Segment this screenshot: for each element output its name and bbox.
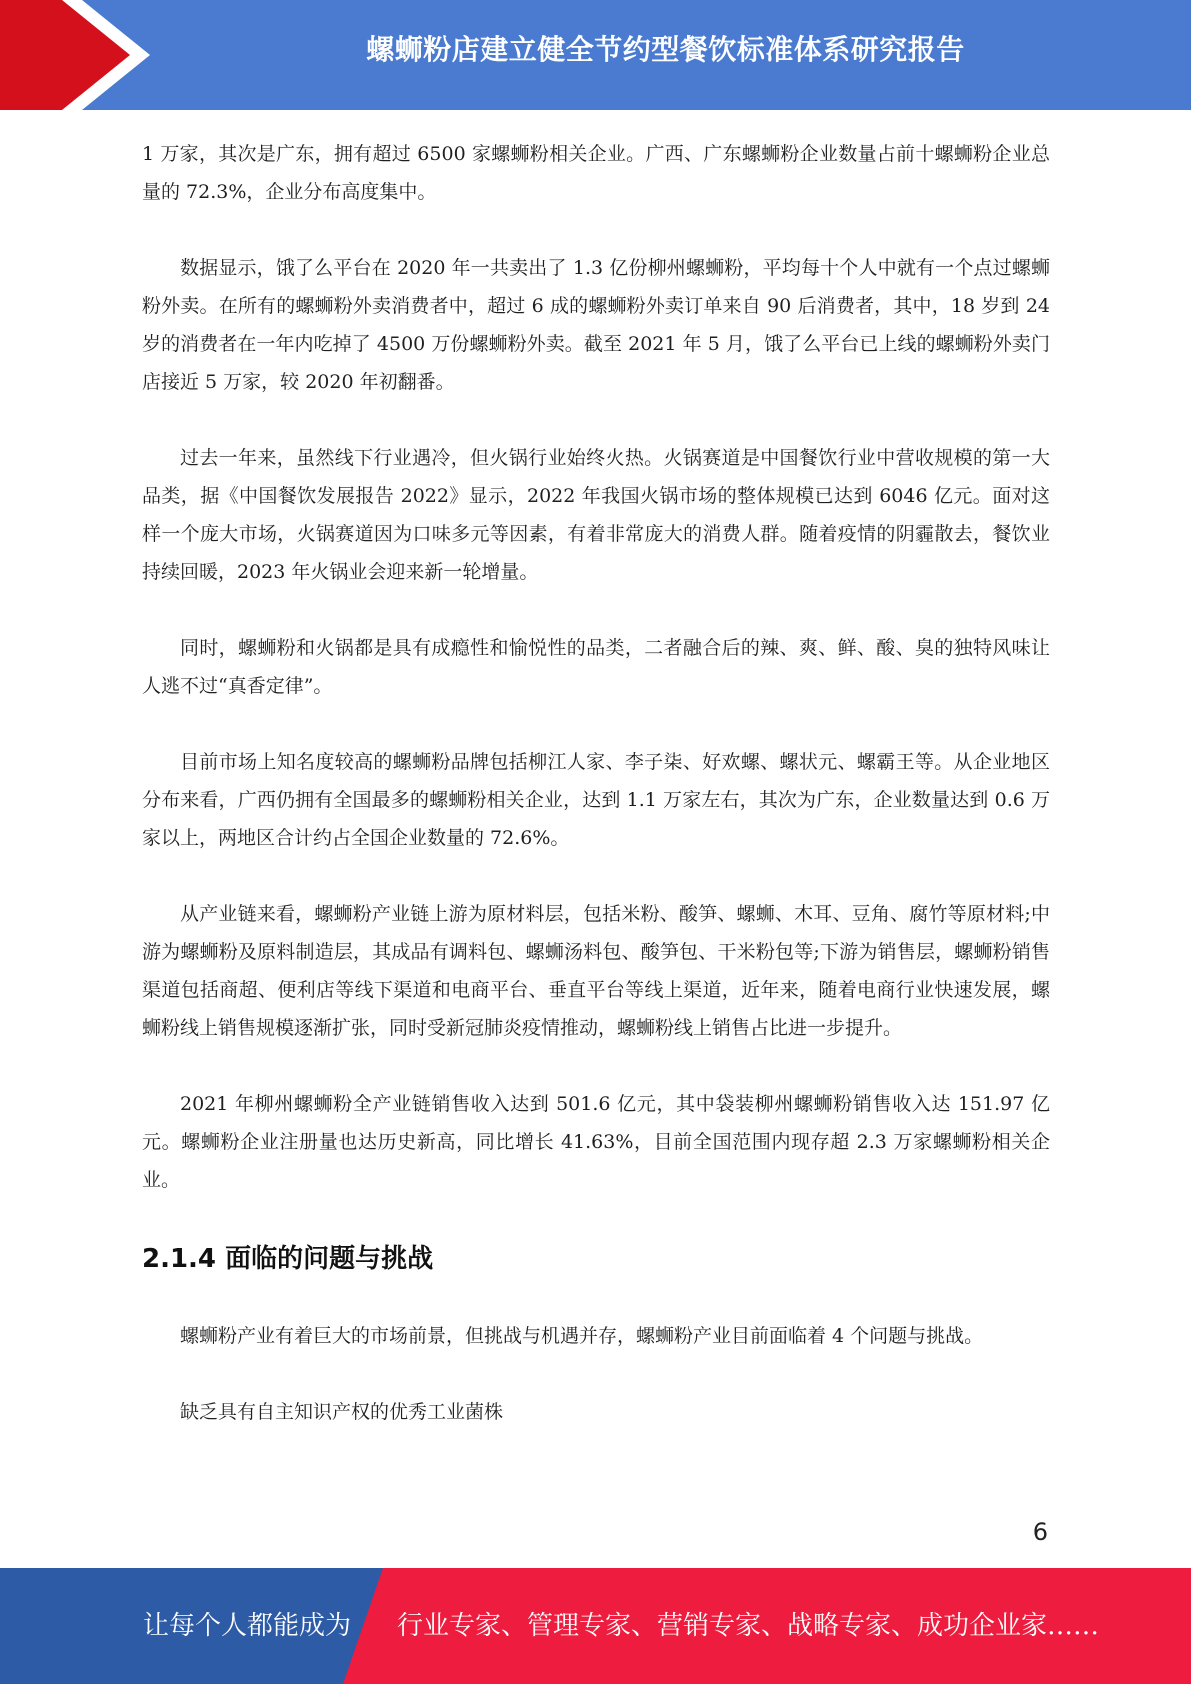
header-arrow-decoration bbox=[0, 0, 150, 110]
paragraph: 过去一年来，虽然线下行业遇冷，但火锅行业始终火热。火锅赛道是中国餐饮行业中营收规模的第一大品类，据《中国餐饮发展报告 2022》显示，2022 年我国火锅市场的整体规模已达到 6046 亿元。面对这样一个庞大市场，火锅赛道因为口味多元等因素，有着非常庞大的消费人群。随着疫情的阴霾散去，餐饮业持续回暖，2023 年火锅业会迎来新一轮增量。 bbox=[142, 447, 1050, 583]
main-content bbox=[142, 135, 1050, 1469]
page-number: 6 bbox=[1032, 1518, 1048, 1546]
paragraph: 2021 年柳州螺蛳粉全产业链销售收入达到 501.6 亿元，其中袋装柳州螺蛳粉销售收入达 151.97 亿元。螺蛳粉企业注册量也达历史新高，同比增长 41.63%，目前全国范围内现存超 2.3 万家螺蛳粉相关企业。 bbox=[142, 1093, 1050, 1191]
footer-slogan-right: 行业专家、管理专家、营销专家、战略专家、成功企业家…… bbox=[397, 1611, 1100, 1641]
footer-banner bbox=[0, 1568, 1191, 1684]
paragraph: 同时，螺蛳粉和火锅都是具有成瘾性和愉悦性的品类，二者融合后的辣、爽、鲜、酸、臭的独特风味让人逃不过“真香定律”。 bbox=[142, 637, 1050, 697]
document-title: 螺蛳粉店建立健全节约型餐饮标准体系研究报告 bbox=[366, 33, 965, 66]
footer-slogan-left: 让每个人都能成为 bbox=[143, 1611, 352, 1641]
paragraph: 目前市场上知名度较高的螺蛳粉品牌包括柳江人家、李子柒、好欢螺、螺状元、螺霸王等。从企业地区分布来看，广西仍拥有全国最多的螺蛳粉相关企业，达到 1.1 万家左右，其次为广东，企业数量达到 0.6 万家以上，两地区合计约占全国企业数量的 72.6%。 bbox=[142, 751, 1050, 849]
paragraph: 螺蛳粉产业有着巨大的市场前景，但挑战与机遇并存，螺蛳粉产业目前面临着 4 个问题与挑战。 bbox=[180, 1325, 984, 1347]
section-heading: 2.1.4 面临的问题与挑战 bbox=[142, 1244, 434, 1274]
paragraph: 数据显示，饿了么平台在 2020 年一共卖出了 1.3 亿份柳州螺蛳粉，平均每十个人中就有一个点过螺蛳粉外卖。在所有的螺蛳粉外卖消费者中，超过 6 成的螺蛳粉外卖订单来自 90 后消费者，其中，18 岁到 24 岁的消费者在一年内吃掉了 4500 万份螺蛳粉外卖。截至 2021 年 5 月，饿了么平台已上线的螺蛳粉外卖门店接近 5 万家，较 2020 年初翻番。 bbox=[142, 257, 1050, 393]
paragraph: 1 万家，其次是广东，拥有超过 6500 家螺蛳粉相关企业。广西、广东螺蛳粉企业数量占前十螺蛳粉企业总量的 72.3%，企业分布高度集中。 bbox=[142, 143, 1050, 203]
paragraph: 缺乏具有自主知识产权的优秀工业菌株 bbox=[180, 1401, 504, 1423]
paragraph: 从产业链来看，螺蛳粉产业链上游为原材料层，包括米粉、酸笋、螺蛳、木耳、豆角、腐竹等原材料;中游为螺蛳粉及原料制造层，其成品有调料包、螺蛳汤料包、酸笋包、干米粉包等;下游为销售层，螺蛳粉销售渠道包括商超、便利店等线下渠道和电商平台、垂直平台等线上渠道，近年来，随着电商行业快速发展，螺蛳粉线上销售规模逐渐扩张，同时受新冠肺炎疫情推动，螺蛳粉线上销售占比进一步提升。 bbox=[142, 903, 1050, 1039]
header-banner bbox=[0, 0, 1191, 110]
